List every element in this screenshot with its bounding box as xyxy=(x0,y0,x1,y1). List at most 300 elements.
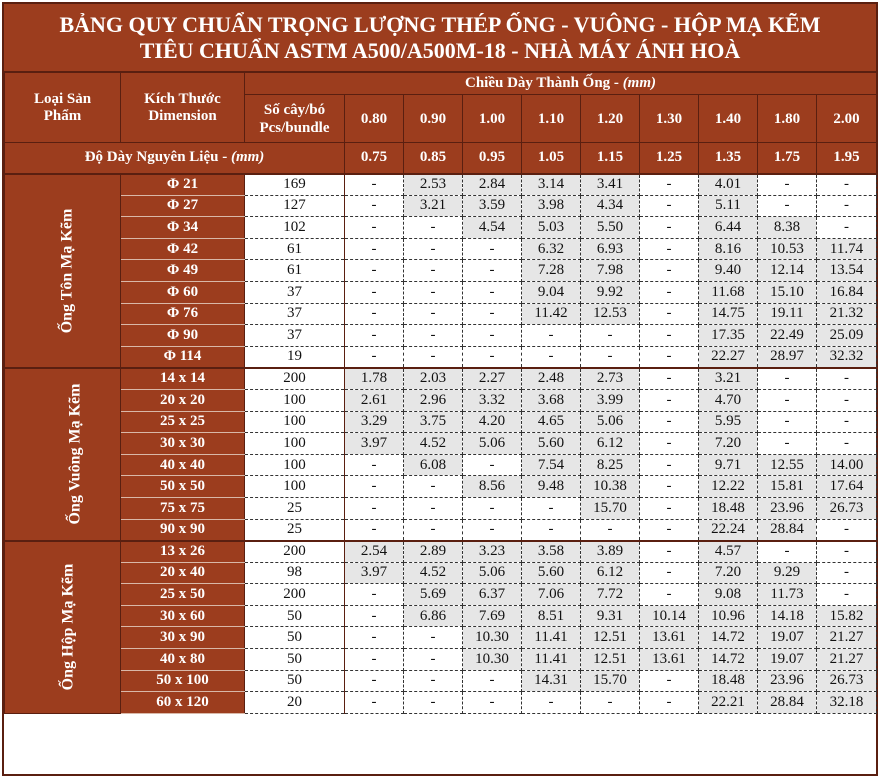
weight-cell: 9.71 xyxy=(699,454,758,476)
weight-cell: 14.72 xyxy=(699,627,758,649)
weight-cell: 5.50 xyxy=(581,217,640,239)
table-row xyxy=(5,389,877,411)
weight-cell: - xyxy=(463,346,522,368)
weight-cell: 25.09 xyxy=(817,325,877,347)
weight-cell: - xyxy=(404,649,463,671)
weight-cell: 18.48 xyxy=(699,670,758,692)
weight-cell: - xyxy=(640,454,699,476)
header-row-1 xyxy=(5,73,877,95)
weight-cell: 10.30 xyxy=(463,649,522,671)
category-2 xyxy=(5,368,121,541)
table-row xyxy=(5,670,877,692)
weight-cell: - xyxy=(463,238,522,260)
bundle-cell: 127 xyxy=(245,195,345,217)
thickness-header-0.80: 0.80 xyxy=(345,95,404,143)
weight-cell: - xyxy=(345,584,404,606)
size-cell: Φ 42 xyxy=(121,238,245,260)
weight-cell: - xyxy=(463,692,522,714)
weight-cell: - xyxy=(404,670,463,692)
weight-cell: 9.48 xyxy=(522,476,581,498)
weight-cell: 3.97 xyxy=(345,433,404,455)
weight-cell: 3.29 xyxy=(345,411,404,433)
weight-cell: - xyxy=(817,368,877,390)
bundle-cell: 50 xyxy=(245,627,345,649)
weight-cell: - xyxy=(345,692,404,714)
size-cell: 60 x 120 xyxy=(121,692,245,714)
weight-cell: 5.60 xyxy=(522,433,581,455)
thickness-header-1.20: 1.20 xyxy=(581,95,640,143)
table-row xyxy=(5,346,877,368)
weight-cell: 9.29 xyxy=(758,562,817,584)
bundle-cell: 50 xyxy=(245,605,345,627)
thickness-header-1.10: 1.10 xyxy=(522,95,581,143)
size-cell: Φ 60 xyxy=(121,281,245,303)
weight-cell: - xyxy=(758,195,817,217)
weight-cell: - xyxy=(817,541,877,563)
table-row xyxy=(5,303,877,325)
table-row xyxy=(5,497,877,519)
weight-cell: - xyxy=(404,217,463,239)
bundle-cell: 100 xyxy=(245,411,345,433)
weight-cell: - xyxy=(404,497,463,519)
weight-cell: - xyxy=(640,562,699,584)
weight-cell: - xyxy=(817,562,877,584)
weight-cell: 1.78 xyxy=(345,368,404,390)
material-thickness-1.95: 1.95 xyxy=(817,143,877,174)
table-row xyxy=(5,238,877,260)
weight-cell: 6.86 xyxy=(404,605,463,627)
thickness-header-0.90: 0.90 xyxy=(404,95,463,143)
weight-cell: - xyxy=(817,174,877,196)
weight-cell: 3.21 xyxy=(404,195,463,217)
weight-cell: - xyxy=(758,174,817,196)
material-thickness-1.15: 1.15 xyxy=(581,143,640,174)
bundle-cell: 200 xyxy=(245,541,345,563)
weight-cell: - xyxy=(640,303,699,325)
size-cell: 40 x 80 xyxy=(121,649,245,671)
weight-cell: 12.14 xyxy=(758,260,817,282)
table-row xyxy=(5,476,877,498)
weight-cell: 32.18 xyxy=(817,692,877,714)
table-row xyxy=(5,174,877,196)
weight-cell: 9.04 xyxy=(522,281,581,303)
weight-cell: 21.27 xyxy=(817,627,877,649)
weight-cell: - xyxy=(463,519,522,541)
weight-cell: - xyxy=(463,260,522,282)
weight-cell: - xyxy=(640,217,699,239)
weight-cell: - xyxy=(817,411,877,433)
weight-cell: 23.96 xyxy=(758,670,817,692)
weight-cell: - xyxy=(640,584,699,606)
weight-cell: - xyxy=(640,174,699,196)
weight-cell: 2.27 xyxy=(463,368,522,390)
weight-cell: - xyxy=(404,476,463,498)
size-cell: 13 x 26 xyxy=(121,541,245,563)
weight-cell: 6.12 xyxy=(581,433,640,455)
weight-cell: - xyxy=(640,325,699,347)
weight-cell: 18.48 xyxy=(699,497,758,519)
weight-cell: 5.60 xyxy=(522,562,581,584)
size-cell: Φ 114 xyxy=(121,346,245,368)
weight-cell: 9.92 xyxy=(581,281,640,303)
bundle-cell: 98 xyxy=(245,562,345,584)
bundle-cell: 61 xyxy=(245,238,345,260)
weight-cell: - xyxy=(522,325,581,347)
weight-cell: 12.51 xyxy=(581,649,640,671)
category-label: Ống Vuông Mạ Kẽm xyxy=(66,383,84,525)
weight-cell: 4.34 xyxy=(581,195,640,217)
bundle-cell: 25 xyxy=(245,519,345,541)
weight-cell: - xyxy=(640,238,699,260)
weight-cell: 16.84 xyxy=(817,281,877,303)
bundle-cell: 50 xyxy=(245,649,345,671)
bundle-cell: 100 xyxy=(245,389,345,411)
weight-cell: 3.58 xyxy=(522,541,581,563)
weight-cell: - xyxy=(817,195,877,217)
thickness-header-2.00: 2.00 xyxy=(817,95,877,143)
weight-cell: 2.48 xyxy=(522,368,581,390)
weight-cell: 4.52 xyxy=(404,562,463,584)
weight-cell: - xyxy=(640,411,699,433)
weight-cell: - xyxy=(345,303,404,325)
table-row xyxy=(5,519,877,541)
weight-cell: 4.20 xyxy=(463,411,522,433)
weight-cell: 10.30 xyxy=(463,627,522,649)
weight-cell: 23.96 xyxy=(758,497,817,519)
weight-cell: - xyxy=(345,238,404,260)
size-cell: 40 x 40 xyxy=(121,454,245,476)
weight-cell: 11.41 xyxy=(522,627,581,649)
weight-cell: 2.53 xyxy=(404,174,463,196)
weight-cell: 2.96 xyxy=(404,389,463,411)
weight-cell: 13.54 xyxy=(817,260,877,282)
weight-cell: 7.54 xyxy=(522,454,581,476)
weight-cell: 5.95 xyxy=(699,411,758,433)
table-row xyxy=(5,281,877,303)
weight-cell: 7.69 xyxy=(463,605,522,627)
category-label: Ống Hộp Mạ Kẽm xyxy=(59,563,77,691)
size-cell: 50 x 50 xyxy=(121,476,245,498)
category-3 xyxy=(5,541,121,714)
thickness-header-1.80: 1.80 xyxy=(758,95,817,143)
dimension-header: Kích Thước Dimension xyxy=(121,73,245,143)
weight-cell: - xyxy=(640,281,699,303)
weight-cell: 2.54 xyxy=(345,541,404,563)
weight-cell: - xyxy=(581,325,640,347)
weight-cell: 11.74 xyxy=(817,238,877,260)
weight-cell: 8.25 xyxy=(581,454,640,476)
weight-cell: 12.53 xyxy=(581,303,640,325)
weight-cell: 7.98 xyxy=(581,260,640,282)
weight-cell: - xyxy=(463,325,522,347)
thickness-header-1.30: 1.30 xyxy=(640,95,699,143)
bundle-cell: 37 xyxy=(245,281,345,303)
bundle-cell: 20 xyxy=(245,692,345,714)
weight-cell: 13.61 xyxy=(640,649,699,671)
weight-cell: - xyxy=(640,692,699,714)
weight-cell: 7.28 xyxy=(522,260,581,282)
weight-cell: - xyxy=(640,670,699,692)
table-row xyxy=(5,541,877,563)
weight-cell: 21.32 xyxy=(817,303,877,325)
size-cell: 75 x 75 xyxy=(121,497,245,519)
wall-thickness-header: Chiều Dày Thành Ống - (mm) xyxy=(245,73,877,95)
table-row xyxy=(5,649,877,671)
weight-cell: 4.65 xyxy=(522,411,581,433)
weight-cell: 3.14 xyxy=(522,174,581,196)
table-row xyxy=(5,562,877,584)
weight-cell: 2.61 xyxy=(345,389,404,411)
weight-cell: - xyxy=(640,497,699,519)
table-row xyxy=(5,195,877,217)
weight-cell: 22.49 xyxy=(758,325,817,347)
weight-cell: 6.08 xyxy=(404,454,463,476)
material-thickness-1.05: 1.05 xyxy=(522,143,581,174)
weight-cell: - xyxy=(522,692,581,714)
weight-cell: 5.11 xyxy=(699,195,758,217)
weight-cell: - xyxy=(345,605,404,627)
bundle-cell: 37 xyxy=(245,325,345,347)
size-cell: 90 x 90 xyxy=(121,519,245,541)
weight-cell: 3.89 xyxy=(581,541,640,563)
size-cell: Φ 34 xyxy=(121,217,245,239)
size-cell: 20 x 40 xyxy=(121,562,245,584)
weight-cell: 3.41 xyxy=(581,174,640,196)
weight-cell: 10.53 xyxy=(758,238,817,260)
weight-cell: 5.69 xyxy=(404,584,463,606)
weight-cell: - xyxy=(345,519,404,541)
table-row xyxy=(5,605,877,627)
size-cell: 30 x 60 xyxy=(121,605,245,627)
weight-cell: - xyxy=(817,584,877,606)
table-row xyxy=(5,325,877,347)
weight-cell: 14.00 xyxy=(817,454,877,476)
weight-cell: - xyxy=(404,325,463,347)
size-cell: 30 x 30 xyxy=(121,433,245,455)
size-cell: 25 x 25 xyxy=(121,411,245,433)
weight-cell: - xyxy=(758,433,817,455)
weight-cell: - xyxy=(758,541,817,563)
weight-cell: 14.31 xyxy=(522,670,581,692)
weight-cell: 9.08 xyxy=(699,584,758,606)
weight-cell: - xyxy=(345,454,404,476)
category-1 xyxy=(5,174,121,368)
weight-cell: 4.01 xyxy=(699,174,758,196)
weight-cell: - xyxy=(345,325,404,347)
table-title xyxy=(4,4,876,72)
weight-cell: - xyxy=(463,303,522,325)
weight-cell: 15.10 xyxy=(758,281,817,303)
weight-cell: - xyxy=(345,627,404,649)
weight-cell: - xyxy=(345,476,404,498)
bundle-cell: 100 xyxy=(245,433,345,455)
weight-cell: 21.27 xyxy=(817,649,877,671)
bundle-cell: 100 xyxy=(245,476,345,498)
weight-cell: - xyxy=(581,346,640,368)
weight-cell: 7.20 xyxy=(699,433,758,455)
table-row xyxy=(5,217,877,239)
weight-cell: 19.07 xyxy=(758,649,817,671)
weight-cell: - xyxy=(522,346,581,368)
material-thickness-1.25: 1.25 xyxy=(640,143,699,174)
size-cell: Φ 49 xyxy=(121,260,245,282)
table-row xyxy=(5,368,877,390)
weight-cell: 11.73 xyxy=(758,584,817,606)
weight-cell: - xyxy=(817,389,877,411)
size-cell: Φ 76 xyxy=(121,303,245,325)
weight-cell: 10.38 xyxy=(581,476,640,498)
weight-cell: 6.93 xyxy=(581,238,640,260)
material-thickness-0.75: 0.75 xyxy=(345,143,404,174)
weight-cell: - xyxy=(581,692,640,714)
weight-cell: - xyxy=(640,260,699,282)
bundle-cell: 100 xyxy=(245,454,345,476)
weight-cell: - xyxy=(817,217,877,239)
weight-cell: - xyxy=(581,519,640,541)
weight-cell: 5.03 xyxy=(522,217,581,239)
weight-cell: 17.35 xyxy=(699,325,758,347)
weight-cell: 11.41 xyxy=(522,649,581,671)
weight-cell: 19.07 xyxy=(758,627,817,649)
weight-cell: 26.73 xyxy=(817,497,877,519)
weight-cell: 8.38 xyxy=(758,217,817,239)
material-thickness-0.95: 0.95 xyxy=(463,143,522,174)
weight-cell: 26.73 xyxy=(817,670,877,692)
weight-cell: - xyxy=(463,281,522,303)
size-cell: 20 x 20 xyxy=(121,389,245,411)
weight-cell: - xyxy=(463,454,522,476)
weight-cell: 6.44 xyxy=(699,217,758,239)
weight-cell: - xyxy=(758,389,817,411)
weight-cell: 12.22 xyxy=(699,476,758,498)
size-cell: Φ 90 xyxy=(121,325,245,347)
size-cell: Φ 21 xyxy=(121,174,245,196)
bundle-header: Số cây/bó Pcs/bundle xyxy=(245,95,345,143)
bundle-cell: 37 xyxy=(245,303,345,325)
product-type-header: Loại Sản Phẩm xyxy=(5,73,121,143)
weight-cell: - xyxy=(522,497,581,519)
weight-table-sheet xyxy=(2,2,878,776)
weight-cell: - xyxy=(522,519,581,541)
weight-cell: 15.70 xyxy=(581,497,640,519)
material-thickness-label: Độ Dày Nguyên Liệu - (mm) xyxy=(5,143,345,174)
weight-cell: 28.97 xyxy=(758,346,817,368)
size-cell: 50 x 100 xyxy=(121,670,245,692)
thickness-header-1.40: 1.40 xyxy=(699,95,758,143)
weight-cell: 8.56 xyxy=(463,476,522,498)
weight-cell: 8.16 xyxy=(699,238,758,260)
weight-cell: 14.72 xyxy=(699,649,758,671)
bundle-cell: 25 xyxy=(245,497,345,519)
weight-cell: 10.96 xyxy=(699,605,758,627)
weight-cell: - xyxy=(640,346,699,368)
weight-cell: 6.37 xyxy=(463,584,522,606)
weight-cell: - xyxy=(640,476,699,498)
size-cell: Φ 27 xyxy=(121,195,245,217)
weight-cell: 8.51 xyxy=(522,605,581,627)
weight-cell: - xyxy=(404,346,463,368)
weight-cell: 13.61 xyxy=(640,627,699,649)
size-cell: 30 x 90 xyxy=(121,627,245,649)
weight-cell: - xyxy=(640,433,699,455)
weight-cell: 5.06 xyxy=(463,433,522,455)
weight-cell: 22.24 xyxy=(699,519,758,541)
weight-cell: - xyxy=(345,217,404,239)
weight-cell: - xyxy=(640,389,699,411)
weight-cell: 14.75 xyxy=(699,303,758,325)
weight-cell: - xyxy=(345,281,404,303)
weight-cell: 32.32 xyxy=(817,346,877,368)
weight-cell: - xyxy=(345,649,404,671)
weight-cell: 4.70 xyxy=(699,389,758,411)
weight-table xyxy=(4,72,877,714)
material-thickness-1.35: 1.35 xyxy=(699,143,758,174)
weight-cell: 3.75 xyxy=(404,411,463,433)
weight-cell: 28.84 xyxy=(758,692,817,714)
weight-cell: 5.06 xyxy=(463,562,522,584)
title-line-1: BẢNG QUY CHUẨN TRỌNG LƯỢNG THÉP ỐNG - VUÔNG - HỘP MẠ KẼM xyxy=(59,12,821,37)
thickness-header-1.00: 1.00 xyxy=(463,95,522,143)
weight-cell: - xyxy=(640,195,699,217)
weight-cell: - xyxy=(404,627,463,649)
weight-cell: 22.27 xyxy=(699,346,758,368)
weight-cell: - xyxy=(404,238,463,260)
weight-cell: 22.21 xyxy=(699,692,758,714)
weight-cell: - xyxy=(640,368,699,390)
category-label: Ống Tôn Mạ Kẽm xyxy=(58,208,76,333)
bundle-cell: 50 xyxy=(245,670,345,692)
weight-cell: 9.31 xyxy=(581,605,640,627)
weight-cell: 2.03 xyxy=(404,368,463,390)
weight-cell: 7.06 xyxy=(522,584,581,606)
weight-cell: 12.55 xyxy=(758,454,817,476)
bundle-cell: 200 xyxy=(245,584,345,606)
weight-cell: 3.32 xyxy=(463,389,522,411)
weight-cell: 17.64 xyxy=(817,476,877,498)
bundle-cell: 169 xyxy=(245,174,345,196)
weight-cell: - xyxy=(404,281,463,303)
weight-cell: 7.72 xyxy=(581,584,640,606)
weight-cell: - xyxy=(345,195,404,217)
table-row xyxy=(5,411,877,433)
weight-cell: 3.23 xyxy=(463,541,522,563)
weight-cell: 6.32 xyxy=(522,238,581,260)
weight-cell: 3.59 xyxy=(463,195,522,217)
weight-cell: 12.51 xyxy=(581,627,640,649)
table-row xyxy=(5,584,877,606)
weight-cell: - xyxy=(345,174,404,196)
bundle-cell: 19 xyxy=(245,346,345,368)
weight-cell: 4.54 xyxy=(463,217,522,239)
weight-cell: 4.52 xyxy=(404,433,463,455)
weight-cell: - xyxy=(404,519,463,541)
weight-cell: 11.68 xyxy=(699,281,758,303)
weight-cell: - xyxy=(640,519,699,541)
weight-cell: - xyxy=(404,692,463,714)
weight-cell: 2.73 xyxy=(581,368,640,390)
weight-cell: - xyxy=(345,670,404,692)
table-row xyxy=(5,260,877,282)
weight-cell: 19.11 xyxy=(758,303,817,325)
bundle-cell: 61 xyxy=(245,260,345,282)
bundle-cell: 200 xyxy=(245,368,345,390)
table-row xyxy=(5,627,877,649)
bundle-cell: 102 xyxy=(245,217,345,239)
weight-cell: - xyxy=(345,260,404,282)
weight-cell: - xyxy=(758,368,817,390)
material-thickness-0.85: 0.85 xyxy=(404,143,463,174)
weight-cell: 3.97 xyxy=(345,562,404,584)
